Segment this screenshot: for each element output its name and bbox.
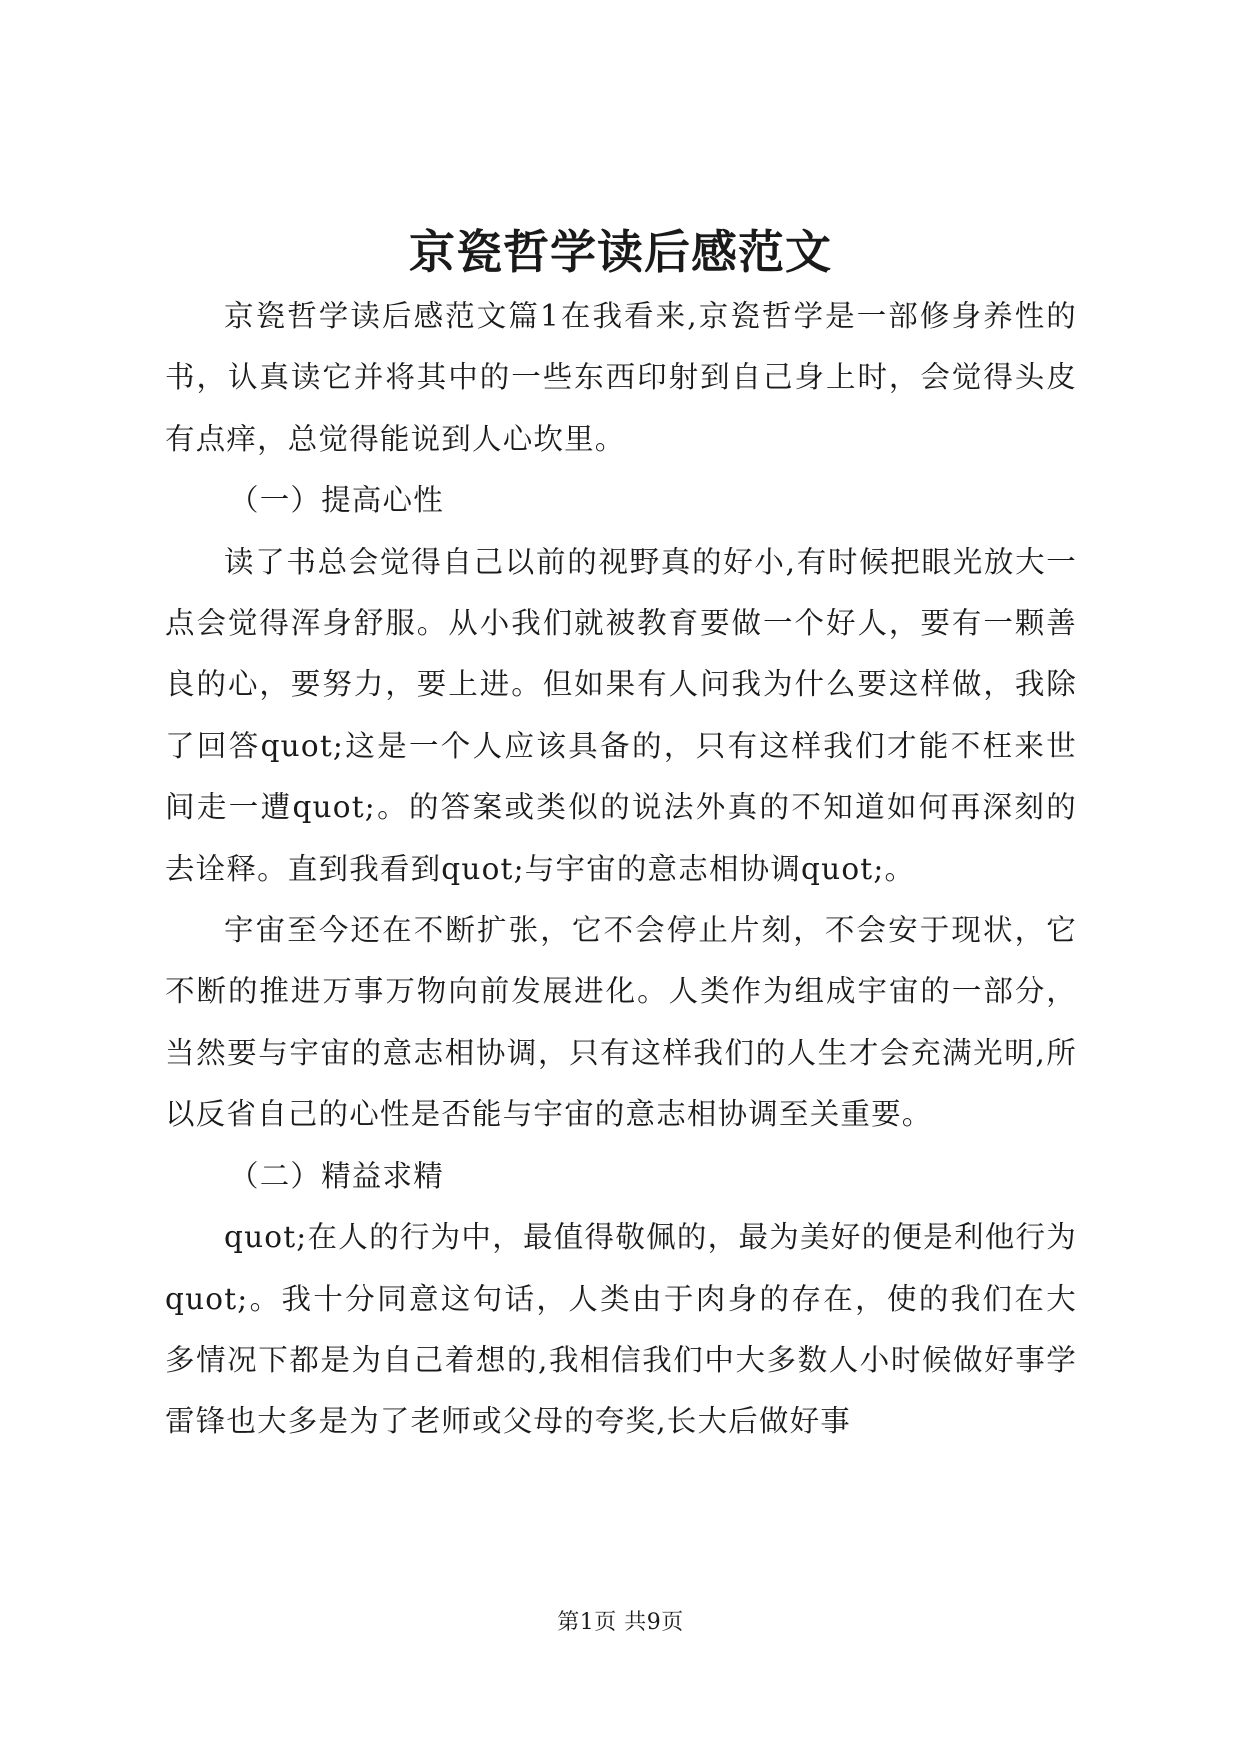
paragraph-universe: 宇宙至今还在不断扩张，它不会停止片刻，不会安于现状，它不断的推进万事万物向前发展进化。人类作为组成宇宙的一部分，当然要与宇宙的意志相协调，只有这样我们的人生才会充满光明,所以反省自己的心性是否能与宇宙的意志相协调至关重要。 <box>165 913 1077 1132</box>
paragraph-intro: 京瓷哲学读后感范文篇1在我看来,京瓷哲学是一部修身养性的书，认真读它并将其中的一些东西印射到自己身上时，会觉得头皮有点痒，总觉得能说到人心坎里。 <box>165 299 1077 456</box>
paragraph-altruism: quot;在人的行为中，最值得敬佩的，最为美好的便是利他行为quot;。我十分同意这句话，人类由于肉身的存在，使的我们在大多情况下都是为自己着想的,我相信我们中大多数人小时候做好事学雷锋也大多是为了老师或父母的夸奖,长大后做好事 <box>165 1220 1077 1439</box>
page-footer: 第1页 共9页 <box>557 1610 684 1635</box>
section-heading-2: （二）精益求精 <box>229 1158 444 1193</box>
paragraph-vision: 读了书总会觉得自己以前的视野真的好小,有时候把眼光放大一点会觉得浑身舒服。从小我们就被教育要做一个好人，要有一颗善良的心，要努力，要上进。但如果有人问我为什么要这样做，我除了回答quot;这是一个人应该具备的，只有这样我们才能不枉来世间走一遭quot;。的答案或类似的说法外真的不知道如何再深刻的去诠释。直到我看到quot;与宇宙的意志相协调quot;。 <box>165 544 1077 886</box>
document-title: 京瓷哲学读后感范文 <box>409 225 832 279</box>
document-body <box>165 286 1077 1453</box>
section-heading-1: （一）提高心性 <box>229 483 444 518</box>
